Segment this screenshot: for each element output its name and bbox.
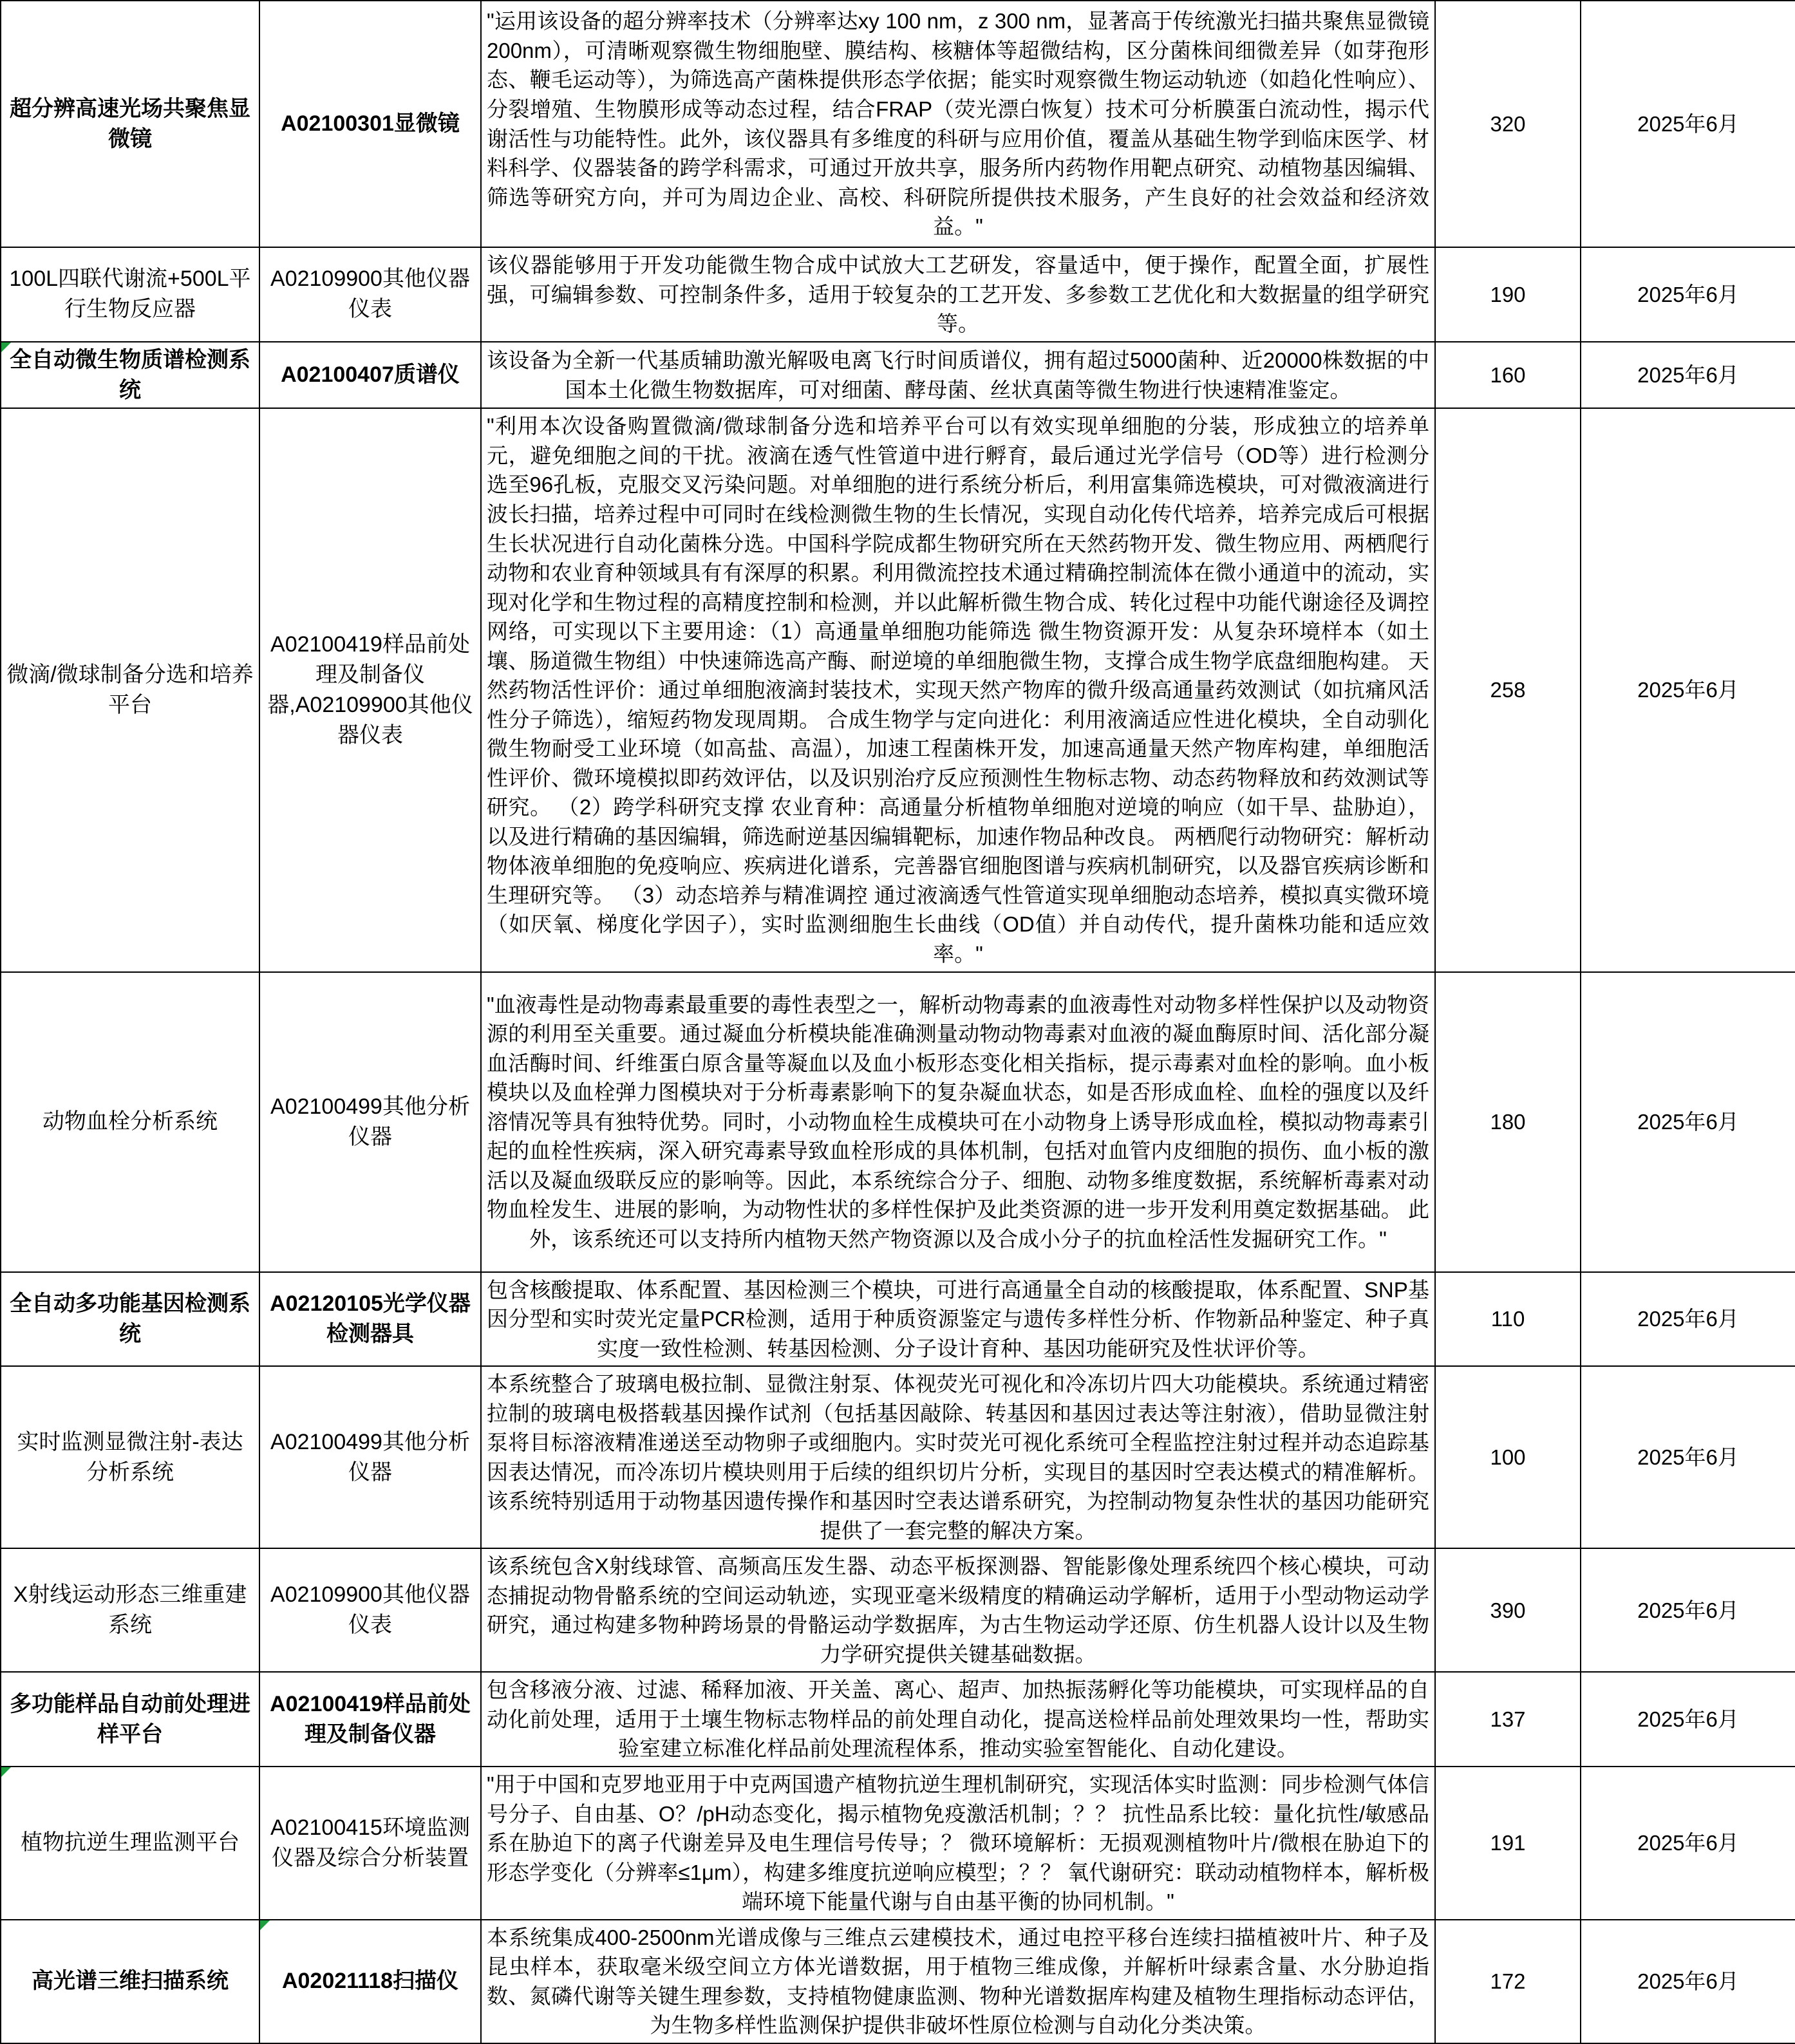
date-cell: 2025年6月 [1581, 1272, 1795, 1367]
cell-comment-marker-icon [1, 342, 11, 352]
category-code-cell: A02021118扫描仪 [259, 1920, 481, 2043]
table-row [1, 1767, 1795, 1920]
quantity-cell: 172 [1435, 1920, 1581, 2043]
date-cell: 2025年6月 [1581, 1767, 1795, 1920]
description-cell: 包含移液分液、过滤、稀释加液、开关盖、离心、超声、加热振荡孵化等功能模块，可实现样品的自动化前处理，适用于土壤生物标志物样品的前处理自动化，提高送检样品前处理效果均一性，帮助实验室建立标准化样品前处理流程体系，推动实验室智能化、自动化建设。 [481, 1672, 1435, 1767]
date-cell: 2025年6月 [1581, 1366, 1795, 1548]
description-cell: 该仪器能够用于开发功能微生物合成中试放大工艺研发，容量适中，便于操作，配置全面，扩展性强，可编辑参数、可控制条件多，适用于较复杂的工艺开发、多参数工艺优化和大数据量的组学研究等。 [481, 247, 1435, 342]
category-code-cell: A02100419样品前处理及制备仪器,A02109900其他仪器仪表 [259, 408, 481, 971]
date-cell: 2025年6月 [1581, 972, 1795, 1272]
description-cell: 包含核酸提取、体系配置、基因检测三个模块，可进行高通量全自动的核酸提取，体系配置、SNP基因分型和实时荧光定量PCR检测，适用于种质资源鉴定与遗传多样性分析、作物新品种鉴定、种子真实度一致性检测、转基因检测、分子设计育种、基因功能研究及性状评价等。 [481, 1272, 1435, 1367]
table-row [1, 1920, 1795, 2043]
category-code-cell: A02120105光学仪器检测器具 [259, 1272, 481, 1367]
date-cell: 2025年6月 [1581, 1920, 1795, 2043]
equipment-table-body [1, 1, 1795, 2043]
quantity-cell: 191 [1435, 1767, 1581, 1920]
category-code-cell: A02100301显微镜 [259, 1, 481, 247]
table-row [1, 1548, 1795, 1672]
table-row [1, 972, 1795, 1272]
description-cell: 该设备为全新一代基质辅助激光解吸电离飞行时间质谱仪，拥有超过5000菌种、近20000株数据的中国本土化微生物数据库，可对细菌、酵母菌、丝状真菌等微生物进行快速精准鉴定。 [481, 342, 1435, 409]
category-code-cell: A02100499其他分析仪器 [259, 1366, 481, 1548]
description-cell: "运用该设备的超分辨率技术（分辨率达xy 100 nm，z 300 nm，显著高于传统激光扫描共聚焦显微镜200nm），可清晰观察微生物细胞壁、膜结构、核糖体等超微结构，区分菌株间细微差异（如芽孢形态、鞭毛运动等），为筛选高产菌株提供形态学依据；能实时观察微生物运动轨迹（如趋化性响应）、分裂增殖、生物膜形成等动态过程，结合FRAP（荧光漂白恢复）技术可分析膜蛋白流动性，揭示代谢活性与功能特性。此外，该仪器具有多维度的科研与应用价值，覆盖从基础生物学到临床医学、材料科学、仪器装备的跨学科需求，可通过开放共享，服务所内药物作用靶点研究、动植物基因编辑、筛选等研究方向，并可为周边企业、高校、科研院所提供技术服务，产生良好的社会效益和经济效益。" [481, 1, 1435, 247]
table-row [1, 1672, 1795, 1767]
category-code-cell: A02100419样品前处理及制备仪器 [259, 1672, 481, 1767]
equipment-name-cell: 动物血栓分析系统 [1, 972, 259, 1272]
equipment-name-cell: 实时监测显微注射-表达分析系统 [1, 1366, 259, 1548]
description-cell: 本系统集成400-2500nm光谱成像与三维点云建模技术，通过电控平移台连续扫描植被叶片、种子及昆虫样本，获取毫米级空间立方体光谱数据，用于植物三维成像，并解析叶绿素含量、水分胁迫指数、氮磷代谢等关键生理参数，支持植物健康监测、物种光谱数据库构建及植物生理指标动态评估，为生物多样性监测保护提供非破坏性原位检测与自动化分类决策。 [481, 1920, 1435, 2043]
date-cell: 2025年6月 [1581, 1, 1795, 247]
table-row [1, 408, 1795, 971]
description-cell: "利用本次设备购置微滴/微球制备分选和培养平台可以有效实现单细胞的分装，形成独立的培养单元，避免细胞之间的干扰。液滴在透气性管道中进行孵育，最后通过光学信号（OD等）进行检测分选至96孔板，克服交叉污染问题。对单细胞的进行系统分析后，利用富集筛选模块，可对微液滴进行波长扫描，培养过程中可同时在线检测微生物的生长情况，实现自动化传代培养，培养完成后可根据生长状况进行自动化菌株分选。中国科学院成都生物研究所在天然药物开发、微生物应用、两栖爬行动物和农业育种领域具有有深厚的积累。利用微流控技术通过精确控制流体在微小通道中的流动，实现对化学和生物过程的高精度控制和检测，并以此解析微生物合成、转化过程中功能代谢途径及调控网络，可实现以下主要用途：（1）高通量单细胞功能筛选 微生物资源开发：从复杂环境样本（如土壤、肠道微生物组）中快速筛选高产酶、耐逆境的单细胞微生物，支撑合成生物学底盘细胞构建。 天然药物活性评价：通过单细胞液滴封装技术，实现天然产物库的微升级高通量药效测试（如抗痛风活性分子筛选），缩短药物发现周期。 合成生物学与定向进化：利用液滴适应性进化模块，全自动驯化微生物耐受工业环境（如高盐、高温），加速工程菌株开发，加速高通量天然产物库构建，单细胞活性评价、微环境模拟即药效评估，以及识别治疗反应预测性生物标志物、动态药物释放和药效测试等研究。 （2）跨学科研究支撑 农业育种：高通量分析植物单细胞对逆境的响应（如干旱、盐胁迫），以及进行精确的基因编辑，筛选耐逆基因编辑靶标，加速作物品种改良。 两栖爬行动物研究：解析动物体液单细胞的免疫响应、疾病进化谱系，完善器官细胞图谱与疾病机制研究，以及器官疾病诊断和生理研究等。 （3）动态培养与精准调控 通过液滴透气性管道实现单细胞动态培养，模拟真实微环境（如厌氧、梯度化学因子），实时监测细胞生长曲线（OD值）并自动传代，提升菌株功能和适应效率。" [481, 408, 1435, 971]
equipment-name-cell: 微滴/微球制备分选和培养平台 [1, 408, 259, 971]
quantity-cell: 320 [1435, 1, 1581, 247]
equipment-name-cell: 多功能样品自动前处理进样平台 [1, 1672, 259, 1767]
equipment-name-cell: 全自动多功能基因检测系统 [1, 1272, 259, 1367]
date-cell: 2025年6月 [1581, 1548, 1795, 1672]
quantity-cell: 160 [1435, 342, 1581, 409]
equipment-name-cell: 植物抗逆生理监测平台 [1, 1767, 259, 1920]
date-cell: 2025年6月 [1581, 1672, 1795, 1767]
category-code-cell: A02109900其他仪器仪表 [259, 247, 481, 342]
quantity-cell: 180 [1435, 972, 1581, 1272]
description-cell: "用于中国和克罗地亚用于中克两国遗产植物抗逆生理机制研究，实现活体实时监测：同步检测气体信号分子、自由基、O？/pH动态变化，揭示植物免疫激活机制；？？ 抗性品系比较：量化抗性/敏感品系在胁迫下的离子代谢差异及电生理信号传导；？ 微环境解析：无损观测植物叶片/微根在胁迫下的形态学变化（分辨率≤1μm），构建多维度抗逆响应模型；？？ 氧代谢研究：联动动植物样本，解析极端环境下能量代谢与自由基平衡的协同机制。" [481, 1767, 1435, 1920]
category-code-cell: A02100415环境监测仪器及综合分析装置 [259, 1767, 481, 1920]
description-cell: 该系统包含X射线球管、高频高压发生器、动态平板探测器、智能影像处理系统四个核心模块，可动态捕捉动物骨骼系统的空间运动轨迹，实现亚毫米级精度的精确运动学解析，适用于小型动物运动学研究，通过构建多物种跨场景的骨骼运动学数据库，为古生物运动学还原、仿生机器人设计以及生物力学研究提供关键基础数据。 [481, 1548, 1435, 1672]
quantity-cell: 137 [1435, 1672, 1581, 1767]
category-code-cell: A02100499其他分析仪器 [259, 972, 481, 1272]
equipment-name-cell: 超分辨高速光场共聚焦显微镜 [1, 1, 259, 247]
description-cell: 本系统整合了玻璃电极拉制、显微注射泵、体视荧光可视化和冷冻切片四大功能模块。系统通过精密拉制的玻璃电极搭载基因操作试剂（包括基因敲除、转基因和基因过表达等注射液），借助显微注射泵将目标溶液精准递送至动物卵子或细胞内。实时荧光可视化系统可全程监控注射过程并动态追踪基因表达情况，而冷冻切片模块则用于后续的组织切片分析，实现目的基因时空表达模式的精准解析。该系统特别适用于动物基因遗传操作和基因时空表达谱系研究，为控制动物复杂性状的基因功能研究提供了一套完整的解决方案。 [481, 1366, 1435, 1548]
category-code-cell: A02109900其他仪器仪表 [259, 1548, 481, 1672]
quantity-cell: 110 [1435, 1272, 1581, 1367]
quantity-cell: 390 [1435, 1548, 1581, 1672]
equipment-name-cell: 全自动微生物质谱检测系统 [1, 342, 259, 409]
table-row [1, 1, 1795, 247]
table-row [1, 247, 1795, 342]
date-cell: 2025年6月 [1581, 342, 1795, 409]
quantity-cell: 258 [1435, 408, 1581, 971]
description-cell: "血液毒性是动物毒素最重要的毒性表型之一，解析动物毒素的血液毒性对动物多样性保护以及动物资源的利用至关重要。通过凝血分析模块能准确测量动物动物毒素对血液的凝血酶原时间、活化部分凝血活酶时间、纤维蛋白原含量等凝血以及血小板形态变化相关指标，提示毒素对血栓的影响。血小板模块以及血栓弹力图模块对于分析毒素影响下的复杂凝血状态，如是否形成血栓、血栓的强度以及纤溶情况等具有独特优势。同时，小动物血栓生成模块可在小动物身上诱导形成血栓，模拟动物毒素引起的血栓性疾病，深入研究毒素导致血栓形成的具体机制，包括对血管内皮细胞的损伤、血小板的激活以及凝血级联反应的影响等。因此，本系统综合分子、细胞、动物多维度数据，系统解析毒素对动物血栓发生、进展的影响，为动物性状的多样性保护及此类资源的进一步开发利用奠定数据基础。 此外，该系统还可以支持所内植物天然产物资源以及合成小分子的抗血栓活性发掘研究工作。" [481, 972, 1435, 1272]
table-row [1, 1366, 1795, 1548]
date-cell: 2025年6月 [1581, 408, 1795, 971]
cell-comment-marker-icon [1, 1767, 11, 1777]
equipment-name-cell: 高光谱三维扫描系统 [1, 1920, 259, 2043]
category-code-cell: A02100407质谱仪 [259, 342, 481, 409]
quantity-cell: 100 [1435, 1366, 1581, 1548]
equipment-name-cell: 100L四联代谢流+500L平行生物反应器 [1, 247, 259, 342]
cell-comment-marker-icon [260, 1920, 270, 1930]
quantity-cell: 190 [1435, 247, 1581, 342]
table-row [1, 1272, 1795, 1367]
table-row [1, 342, 1795, 409]
equipment-name-cell: X射线运动形态三维重建系统 [1, 1548, 259, 1672]
date-cell: 2025年6月 [1581, 247, 1795, 342]
